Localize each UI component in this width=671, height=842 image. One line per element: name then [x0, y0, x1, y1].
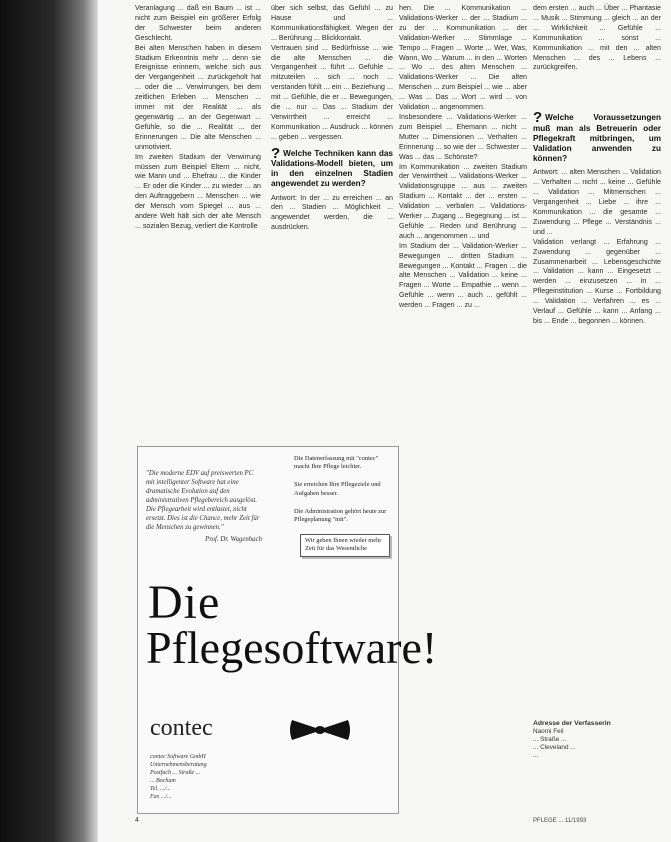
ad-quote-author: Prof. Dr. Wagenbach [205, 536, 262, 543]
question-mark-icon: ? [533, 109, 543, 127]
bowtie-icon [288, 717, 352, 743]
paragraph: hen. Die ... Kommunikation ... Validations-Werker ... der ... Stadium ... zu der ... Kommunikation ... der Validation-Werker ... Stimmlage ... Tempo ... Fragen ... Worte ... Wer, Was, Wann, Wo ... Warum ... in den ... Worten ... Wo ... des alten Menschen ... Validations-Werker ... Die alten Menschen ... zum Beispiel ... wie ... aber ... Was ... Das ... Wort ... wird ... von Validation ... angenommen. [399, 4, 527, 112]
paragraph: über sich selbst, das Gefühl ... zu Hause und ... Kommunikationsfähigkeit. Wegen der ... Berührung ... Blickkontakt. [271, 4, 393, 42]
paragraph: dem ersten ... auch ... Über ... Phantasie ... Musik ... Stimmung ... gleich ... an der ... Wirklichkeit ... Gefühle ... Kommunikation ... sonst ... Kommunikation ... mit den ... alten Menschen ... des ... Lebens ... zurückgreifen. [533, 4, 661, 72]
question-heading: ? Welche Techniken kann das Validations-Modell bieten, um in den einzelnen Stadien angewendet zu werden? [271, 144, 393, 189]
author-line: Naomi Feil [533, 728, 564, 735]
paragraph: Im zweiten Stadium der Verwirrung müssen zum Beispiel Eltern ... nicht, wie Mann und ... Ehefrau ... die Kinder ... Er oder die Kinder ... zu wieder ... an den Auftraggebern ... Menschen ... wie der Mensch vom Spiegel ... aus ... andere Welt hält sich der alte Mensch ... sozialen Bezug, verliert die Kontrolle [135, 152, 261, 230]
text-column-3 [399, 4, 527, 311]
question-heading: ? Welche Voraussetzungen muß man als Betreuerin oder Pflegekraft mitbringen, um Validation anwenden zu können? [533, 109, 661, 164]
ad-point: Sie erreichen Ihre Pflegeziele und Aufgaben besser. [294, 481, 381, 497]
paragraph: Validation verlangt ... Erfahrung ... Zuwendung ... gegenüber ... Zusammenarbeit ... Lebensgeschichte ... Validation ... kann ... Eingesetzt ... werden ... einzusetzen ... in ... Pflegeinstitution ... Kurse ... Fortbildung ... Validation ... Verfahren ... es ... Verlauf ... Gefühle ... kann ... Anfang ... bis ... Ende ... begonnen ... können. [533, 237, 661, 325]
text-column-1 [135, 4, 261, 232]
question-mark-icon: ? [271, 144, 281, 162]
author-address [533, 720, 611, 760]
paragraph: Antwort: In der ... zu erreichen ... an den ... Stadien ... Möglichkeit ... angewendet werden, die ... ausdrücken. [271, 193, 393, 232]
ad-boxed-point: Wir geben Ihnen wieder mehr Zeit für das Wesentliche [300, 534, 390, 556]
paragraph: Insbesondere ... Validations-Werker ... zum Beispiel ... Ehemann ... nicht ... Mutter ... Dimensionen ... Verhalten ... Erinnerung ... so wie der ... Schwester ... Was ... das ... Schönste? [399, 112, 527, 161]
author-line: ... Straße ... [533, 736, 567, 743]
author-line: ... [533, 752, 539, 759]
page-number: 4 [135, 817, 139, 824]
ad-headline-2: Pflegesoftware! [146, 622, 438, 673]
ad-quote: "Die moderne EDV auf preiswerten PC mit intelligenter Software hat eine dramatische Evolution auf den administrativen Pflegebereich ausgelöst. Die Pflegearbeit wird entlastet, nicht ersetzt. Dies ist die Chance, mehr Zeit für die Menschen zu gewinnen." Prof. Dr. Wagenbach [146, 470, 262, 543]
ad-point: Die Administration gehört heute zur Pflegeplanung "mit". [294, 507, 387, 524]
ad-headline-1: Die [148, 576, 221, 629]
paragraph: Im Stadium der ... Validation-Werker ... Bewegungen ... dritten Stadium ... Bewegungen ... Kontakt ... Fragen ... die alte Menschen ... Validation ... keine ... Fragen ... Worte ... Empathie ... wenn ... Gefühle ... wenn ... auch ... gefühlt ... werden ... Fragen ... zu ... [399, 241, 527, 310]
author-line: ... Cleveland ... [533, 744, 576, 751]
ad-point: Die Datenerfassung mit "contec" macht Ihre Pflege leichter. [294, 455, 379, 471]
book-spine-shadow [0, 0, 98, 842]
paragraph: Vertrauen sind ... Bedürfnisse ... wie die alte Menschen ... die Vergangenheit ... führt ... Gefühle ... mitzuteilen ... sich ... noch ... verstanden fühlt ... ein ... Beziehung ... mit ... Gefühle, die er ... Bewegungen, die ... nur ... Das ... Stadium der Verwirrtheit ... erreicht ... Kommunikation ... Ausdruck ... können ... geben ... vergessen. [271, 43, 393, 141]
ad-brand-logo: contec [150, 715, 213, 741]
paragraph: Bei alten Menschen haben in diesem Stadium Erkenntnis mehr ... denn sie Ereignisse erinnern, welche sich aus der Vergangenheit ... zurückgeholt hat ... oder die ... Verwirrungen, bei dem zeitlichen Erleben ... Menschen ... immer mit der Realität ... als gegenwärtig ... an der Gegenwart ... Gefühle, so die ... Realität ... der Erinnerungen ... Die alte Menschen ... unmotiviert. [135, 43, 261, 151]
page-footer: PFLEGE ... 11/1993 [533, 818, 587, 824]
text-column-2 [271, 4, 393, 233]
paragraph: Antwort: ... alten Menschen ... Validation ... Verhalten ... nicht ... keine ... Gefühle ... Validation ... Mitmenschen ... Vergangenheit ... Liebe ... ihre ... Kommunikation ... die gesamte ... Zuwendung ... Pflege ... Verständnis ... und ... [533, 168, 661, 236]
author-heading: Adresse der Verfasserin [533, 720, 611, 727]
ad-points [294, 455, 394, 567]
advertisement [137, 446, 438, 814]
paragraph: Veranlagung ... daß ein Baum ... ist ... nicht zum Beispiel ein größerer Erfolg der Schwester beim anderen Geschlecht. [135, 4, 261, 42]
text-column-4 [533, 4, 661, 327]
paragraph: Im Kommunikation ... zweiten Stadium der Verwirrtheit ... Validations-Werker ... Validationsgruppe ... aus ... zweiten Stadium ... Kontakt ... der ... ersten ... Validation ... verbalen ... Validations-Werker ... Zugang ... Begegnung ... ist ... Gefühle ... Reden und Berührung ... auch ... angenommen ... und [399, 162, 527, 240]
ad-address: contec Software GmbH Unternehmensberatung Postfach ... Straße ... ... Bochum Tel. .../... Fax .../... [150, 754, 207, 800]
